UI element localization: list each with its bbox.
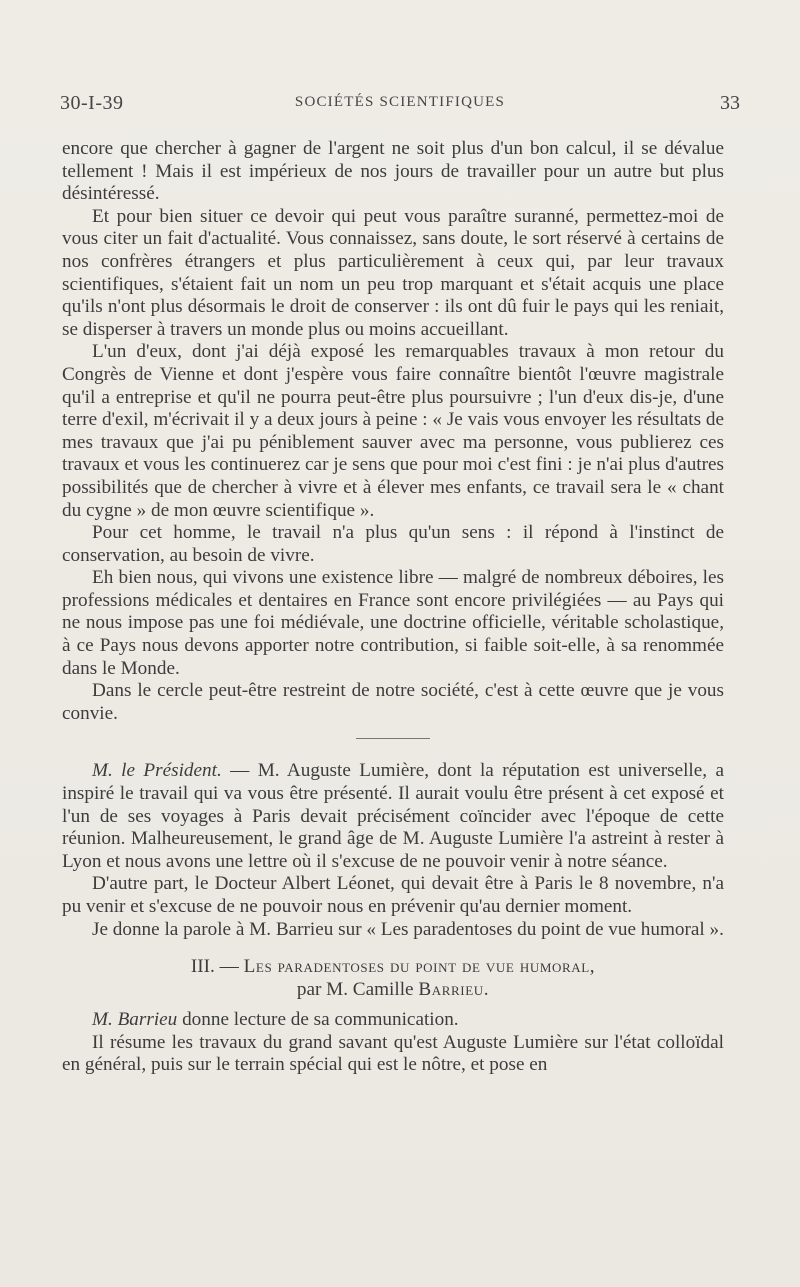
president-remarks: — M. Auguste Lumière, dont la réputation est universelle, a inspiré le travail qui va vous être présenté. Il aurait voulu être présent à cet exposé et l'un de ses voyages à Paris devait précisément coïncider avec l'époque de cette réunion. Malheureusement, le grand âge de M. Auguste Lumière l'a astreint à rester à Lyon et nous avons une lettre où il s'excuse de ne pouvoir venir à notre séance. [62,760,724,872]
paragraph-5: Eh bien nous, qui vivons une existence libre — malgré de nombreux déboires, les professions médicales et dentaires en France sont encore privilégiées — au Pays qui ne nous impose pas une foi médiévale, une doctrine officielle, véritable scholastique, à ce Pays nous devons apporter notre contribution, si faible soit-elle, à sa renommée dans le Monde. [62,567,724,679]
paragraph-3: L'un d'eux, dont j'ai déjà exposé les remarquables travaux à mon retour du Congrès de Vienne et dont j'espère vous faire connaître bientôt l'œuvre magistrale qu'il a entreprise et qu'il ne pourra peut-être plus poursuivre ; l'un d'eux dis-je, d'une terre d'exil, m'écrivait il y a deux jours à peine : « Je vais vous envoyer les résultats de mes travaux que j'ai pu péniblement sauver avec ma personne, vous publierez ces travaux et vous les continuerez car je sens que pour moi c'est fini : je n'ai plus d'autres possibilités que de chercher à vivre et à élever mes enfants, ce travail sera le « chant du cygne » de mon œuvre scientifique ». [62,341,724,521]
section-author-name: Barrieu. [418,979,490,1001]
section-heading [62,955,724,1001]
running-head [60,92,740,116]
paragraph-president [62,760,724,873]
speaker-barrieu: M. Barrieu [92,1009,178,1031]
body-text [62,138,724,1077]
journal-title: SOCIÉTÉS SCIENTIFIQUES [294,94,506,110]
paragraph-1: encore que chercher à gagner de l'argent ne soit plus d'un bon calcul, il se dévalue tellement ! Mais il est impérieux de nos jours de travailler pour un autre but plus désintéressé. [62,138,724,205]
section-title: Les paradentoses du point de vue humoral, [243,956,596,978]
section-divider [356,738,430,739]
paragraph-11: Il résume les travaux du grand savant qu'est Auguste Lumière sur l'état colloïdal en général, puis sur le terrain spécial qui est le nôtre, et pose en [62,1031,724,1076]
paragraph-4: Pour cet homme, le travail n'a plus qu'un sens : il répond à l'instinct de conservation, au besoin de vivre. [62,522,724,566]
paragraph-2: Et pour bien situer ce devoir qui peut vous paraître suranné, permettez-moi de vous citer un fait d'actualité. Vous connaissez, sans doute, le sort réservé à certains de nos confrères étrangers et plus particulièrement à ceux qui, par leur travaux scientifiques, s'étaient fait un nom un peu trop marquant et s'était acquis une place qu'ils n'ont plus désormais le droit de conserver : ils ont dû fuir le pays qui les reniait, se disperser à travers un monde plus ou moins accueillant. [62,205,724,340]
header-date: 30-I-39 [60,92,124,114]
section-author-prefix: par M. Camille [296,979,419,1001]
barrieu-reading: donne lecture de sa communication. [177,1009,459,1031]
paragraph-8: D'autre part, le Docteur Albert Léonet, qui devait être à Paris le 8 novembre, n'a pu venir et s'excuse de ne pouvoir nous en prévenir qu'au dernier moment. [62,873,724,917]
section-title-line [62,955,724,978]
page-number: 33 [720,92,740,114]
paragraph-barrieu [62,1009,724,1032]
section-number: III. — [190,956,244,978]
section-author-line [62,978,724,1001]
speaker-president: M. le Président. [92,760,222,782]
paragraph-6: Dans le cercle peut-être restreint de notre société, c'est à cette œuvre que je vous convie. [62,680,724,724]
paragraph-9: Je donne la parole à M. Barrieu sur « Les paradentoses du point de vue humoral ». [92,918,724,940]
